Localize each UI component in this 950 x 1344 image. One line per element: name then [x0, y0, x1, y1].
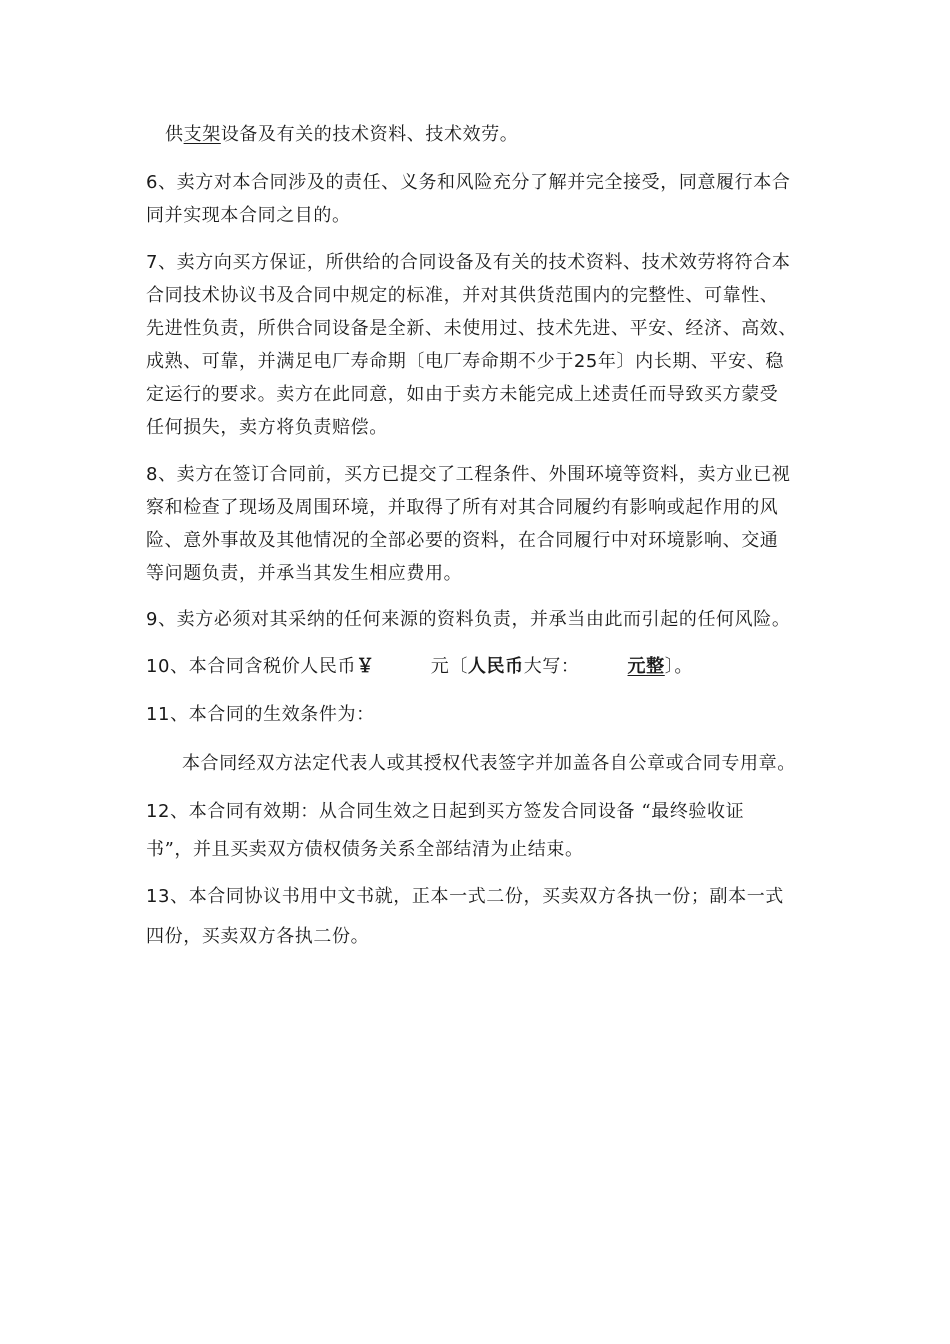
clause-8-line-1: [146, 464, 790, 486]
clause-7-line-3: 先进性负责，所供合同设备是全新、未使用过、技术先进、平安、经济、高效、: [146, 318, 797, 339]
clause-text: 、卖方向买方保证，所供给的合同设备及有关的技术资料、技术效劳将符合本: [158, 252, 791, 273]
clause-11-line-2: 本合同经双方法定代表人或其授权代表签字并加盖各自公章或合同专用章。: [182, 753, 796, 774]
underlined-unit: 元整: [627, 656, 665, 677]
clause-number: 13: [146, 886, 171, 907]
clause-number: 12: [146, 801, 171, 822]
currency-symbol: ￥: [356, 656, 375, 677]
clause-number: 11: [146, 704, 171, 725]
clause-7-line-2: 合同技术协议书及合同中规定的标准，并对其供货范围内的完整性、可靠性、: [146, 285, 779, 306]
clause-5-continuation: [165, 124, 518, 146]
clause-6-line-1: [146, 172, 790, 194]
clause-text: 、本合同协议书用中文书就，正本一式二份，买卖双方各执一份；副本一式: [170, 886, 784, 907]
clause-number: 7: [146, 252, 159, 273]
clause-text: 、本合同有效期：从合同生效之日起到买方签发合同设备 “最终验收证: [170, 801, 745, 822]
clause-text: 、卖方在签订合同前，买方已提交了工程条件、外围环境等资料，卖方业已视: [158, 464, 791, 485]
clause-7-line-1: [146, 252, 790, 274]
text-fragment: 成熟、可靠，并满足电厂寿命期〔电厂寿命期不少于: [146, 351, 574, 372]
clause-9-line-1: [146, 609, 790, 631]
clause-13-line-2: 四份，买卖双方各执二份。: [146, 926, 370, 947]
clause-text: 、本合同含税价人民币: [170, 656, 357, 677]
text-fragment: 元〔: [430, 656, 468, 677]
clause-number: 9: [146, 609, 159, 630]
clause-7-line-4: [146, 351, 784, 373]
clause-12-line-2: 书”，并且买卖双方债权债务关系全部结清为止结束。: [146, 839, 584, 860]
clause-number: 8: [146, 464, 159, 485]
clause-7-line-5: 定运行的要求。卖方在此同意，如由于卖方未能完成上述责任而导致买方蒙受: [146, 384, 779, 405]
number-value: 25: [573, 351, 598, 372]
text-fragment: 年〕内长期、平安、稳: [597, 351, 784, 372]
clause-text: 、卖方对本合同涉及的责任、义务和风险充分了解并完全接受，同意履行本合: [158, 172, 791, 193]
clause-number: 6: [146, 172, 159, 193]
clause-8-line-4: 等问题负责，并承当其发生相应费用。: [146, 563, 463, 584]
clause-text: 、本合同的生效条件为：: [170, 704, 375, 725]
clause-13-line-1: [146, 886, 784, 908]
clause-7-line-6: 任何损失，卖方将负责赔偿。: [146, 417, 388, 438]
clause-8-line-3: 险、意外事故及其他情况的全部必要的资料，在合同履行中对环境影响、交通: [146, 530, 779, 551]
text-fragment: 〕。: [664, 656, 693, 677]
text-fragment: 供: [165, 124, 184, 145]
bold-label: 人民币: [467, 656, 524, 677]
underlined-term: 支架: [183, 124, 221, 145]
text-fragment: 设备及有关的技术资料、技术效劳。: [220, 124, 519, 145]
clause-number: 10: [146, 656, 171, 677]
text-fragment: 大写：: [523, 656, 580, 677]
clause-11-line-1: [146, 704, 375, 726]
clause-10-line-1: [146, 656, 693, 678]
clause-8-line-2: 察和检查了现场及周围环境，并取得了所有对其合同履约有影响或起作用的风: [146, 497, 779, 518]
clause-text: 、卖方必须对其采纳的任何来源的资料负责，并承当由此而引起的任何风险。: [158, 609, 791, 630]
clause-6-line-2: 同并实现本合同之目的。: [146, 205, 351, 226]
clause-12-line-1: [146, 801, 744, 823]
